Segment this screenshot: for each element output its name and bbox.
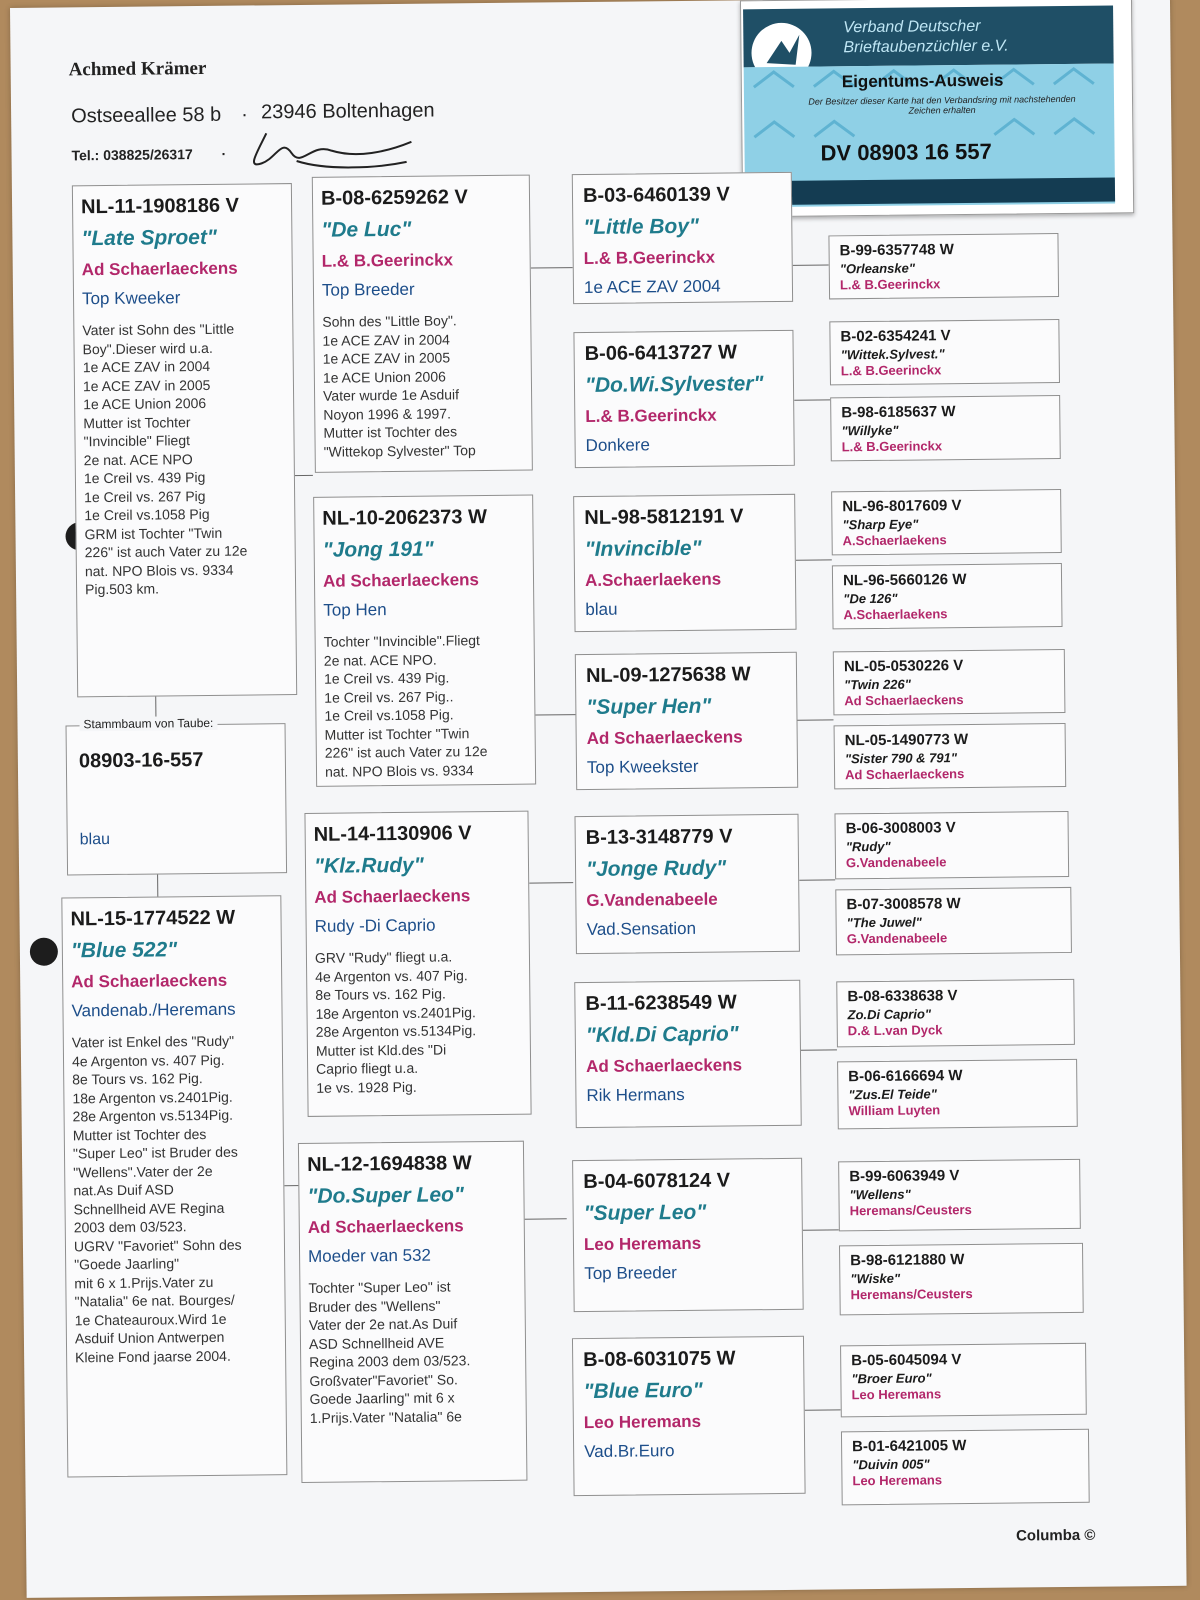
- gen3-tag: Top Kweekster: [586, 756, 699, 777]
- gen4-box-4: [831, 489, 1062, 555]
- gen2-box-2: [313, 495, 536, 787]
- gen4-name: "Twin 226": [844, 676, 911, 693]
- sire-ring: NL-11-1908186 V: [80, 194, 240, 219]
- gen4-ring: B-05-6045094 V: [851, 1351, 962, 1370]
- gen3-ring: B-03-6460139 V: [582, 183, 730, 208]
- gen2-ring: NL-12-1694838 W: [307, 1152, 472, 1176]
- gen3-ring: B-04-6078124 V: [583, 1169, 731, 1194]
- gen3-box-1: [572, 172, 793, 304]
- connector-line: [293, 475, 313, 476]
- gen4-box-11: [837, 1059, 1078, 1130]
- card-title: Eigentums-Ausweis: [841, 70, 1004, 92]
- gen2-tag: Top Hen: [323, 600, 387, 620]
- gen3-breeder: Ad Schaerlaeckens: [586, 727, 743, 749]
- sire-box: [72, 183, 297, 697]
- connector-line: [529, 882, 573, 883]
- gen4-box-8: [834, 811, 1069, 879]
- sire-notes: Vater ist Sohn des "Little Boy".Dieser wird u.a. 1e ACE ZAV in 2004 1e ACE ZAV in 2005 1e ACE Union 2006 Mutter ist Tochter "Invincible" Fliegt 2e nat. ACE NPO 1e Creil vs. 439 Pig 1e Creil vs. 267 Pig 1e Creil vs.1058 Pig GRM ist Tochter "Twin 226" ist auch Vater zu 12e nat. NPO Blois vs. 9334 Pig.503 km.: [82, 320, 248, 598]
- gen2-tag: Rudy -Di Caprio: [314, 915, 436, 936]
- gen3-name: "Blue Euro": [583, 1378, 703, 1404]
- gen3-breeder: L.& B.Geerinckx: [585, 405, 717, 426]
- gen3-tag: Top Breeder: [584, 1263, 678, 1284]
- gen2-ring: NL-10-2062373 W: [322, 506, 488, 530]
- card-fine-print: Der Besitzer dieser Karte hat den Verbandsring mit nachstehenden Zeichen erhalten: [808, 93, 1076, 116]
- gen4-ring: NL-96-5660126 W: [842, 571, 967, 590]
- connector-line: [797, 719, 833, 720]
- gen4-name: "Rudy": [845, 838, 891, 855]
- gen2-notes: Tochter "Super Leo" ist Bruder des "Wellens" Vater der 2e nat.As Duif ASD Schnellheid AVE Regina 2003 dem 03/523. Großvater"Favoriet" So. Goede Jaarling" mit 6 x 1.Prijs.Vater "Natalia" 6e: [308, 1278, 471, 1426]
- gen4-ring: B-02-6354241 V: [840, 327, 951, 346]
- gen3-breeder: Leo Heremans: [583, 1411, 702, 1433]
- gen4-name: Zo.Di Caprio": [847, 1006, 932, 1023]
- gen2-notes: Sohn des "Little Boy". 1e ACE ZAV in 2004 1e ACE ZAV in 2005 1e ACE Union 2006 Vater wurde 1e Asduif Noyon 1996 & 1997. Mutter ist Tochter des "Wittekop Sylvester" Top: [322, 312, 476, 460]
- gen3-box-6: [574, 980, 802, 1128]
- gen4-ring: NL-96-8017609 V: [842, 497, 962, 516]
- gen4-box-2: [829, 319, 1060, 385]
- gen4-ring: NL-05-0530226 V: [843, 657, 964, 676]
- gen2-name: "De Luc": [321, 217, 412, 242]
- gen4-name: "Broer Euro": [851, 1370, 932, 1387]
- gen2-box-3: [304, 811, 531, 1117]
- gen3-name: "Jonge Rudy": [585, 856, 727, 882]
- connector-line: [531, 267, 573, 268]
- gen4-breeder: L.& B.Geerinckx: [841, 438, 943, 455]
- gen3-breeder: Ad Schaerlaeckens: [586, 1055, 743, 1077]
- gen4-ring: B-06-6166694 W: [848, 1067, 963, 1086]
- gen2-name: "Do.Super Leo": [307, 1183, 465, 1208]
- phone-separator: ·: [221, 145, 227, 162]
- dam-tag: Vandenab./Heremans: [71, 999, 236, 1021]
- gen4-box-15: [841, 1429, 1090, 1506]
- gen3-tag: blau: [585, 599, 618, 620]
- gen3-tag: Donkere: [585, 435, 650, 455]
- gen2-breeder: Ad Schaerlaeckens: [314, 886, 471, 907]
- gen4-breeder: Heremans/Ceusters: [850, 1285, 973, 1303]
- gen3-ring: NL-98-5812191 V: [584, 505, 744, 530]
- gen4-box-5: [832, 563, 1063, 629]
- gen4-name: "Wittek.Sylvest.": [840, 346, 945, 363]
- gen3-breeder: A.Schaerlaekens: [584, 569, 722, 591]
- gen4-breeder: L.& B.Geerinckx: [840, 362, 942, 379]
- gen3-box-4: [575, 652, 798, 790]
- gen4-ring: B-06-3008003 V: [845, 819, 956, 838]
- owner-name: Achmed Krämer: [68, 57, 207, 81]
- gen3-tag: Vad.Sensation: [586, 918, 697, 940]
- gen3-box-2: [573, 330, 794, 468]
- gen2-tag: Moeder van 532: [307, 1245, 432, 1266]
- connector-line: [157, 874, 158, 896]
- gen2-breeder: L.& B.Geerinckx: [321, 250, 454, 271]
- gen3-ring: B-06-6413727 W: [584, 341, 738, 366]
- gen2-breeder: Ad Schaerlaeckens: [322, 570, 480, 591]
- gen4-ring: B-99-6357748 W: [839, 241, 954, 260]
- owner-street: Ostseeallee 58 b: [71, 103, 222, 128]
- gen4-breeder: G.Vandenabeele: [846, 930, 948, 947]
- pedigree-label: Stammbaum von Taube:: [79, 716, 217, 731]
- sire-breeder: Ad Schaerlaeckens: [81, 258, 238, 280]
- gen3-ring: B-13-3148779 V: [585, 825, 733, 850]
- gen3-name: "Little Boy": [583, 214, 700, 240]
- gen4-breeder: A.Schaerlaekens: [842, 532, 947, 549]
- gen2-breeder: Ad Schaerlaeckens: [307, 1216, 464, 1237]
- gen4-name: "Orleanske": [839, 260, 916, 277]
- gen3-ring: B-11-6238549 W: [585, 991, 737, 1016]
- gen4-ring: B-07-3008578 W: [846, 895, 961, 914]
- subject-box: [66, 723, 288, 875]
- connector-line: [535, 714, 577, 715]
- gen2-ring: NL-14-1130906 V: [313, 822, 472, 846]
- gen2-box-1: [312, 175, 533, 473]
- gen3-ring: NL-09-1275638 W: [585, 663, 751, 688]
- hole-punch: [30, 938, 58, 966]
- gen4-box-7: [834, 723, 1067, 789]
- gen2-tag: Top Breeder: [321, 279, 415, 300]
- gen4-ring: B-99-6063949 V: [849, 1167, 960, 1186]
- gen4-box-12: [838, 1159, 1081, 1232]
- gen4-ring: B-98-6121880 W: [850, 1251, 965, 1270]
- card-ring-number: DV 08903 16 557: [820, 138, 992, 166]
- gen3-breeder: Leo Heremans: [583, 1233, 702, 1255]
- gen4-name: "Willyke": [841, 422, 899, 439]
- dam-notes: Vater ist Enkel des "Rudy" 4e Argenton vs. 407 Pig. 8e Tours vs. 162 Pig. 18e Argenton vs.2401Pig. 28e Argenton vs.5134Pig. Mutter ist Tochter des "Super Leo" ist Bruder des "Wellens".Vater der 2e nat.As Duif ASD Schnellheid AVE Regina 2003 dem 03/523. UGRV "Favoriet" Sohn des "Goede Jaarling" mit 6 x 1.Prijs.Vater zu "Natalia" 6e nat. Bourges/ 1e Chateauroux.Wird 1e Asduif Union Antwerpen Kleine Fond jaarse 2004.: [71, 1032, 242, 1365]
- gen3-breeder: G.Vandenabeele: [586, 889, 718, 911]
- connector-line: [523, 1218, 567, 1219]
- connector-line: [794, 399, 830, 400]
- gen4-breeder: Ad Schaerlaeckens: [844, 766, 965, 783]
- association-name: Verband Deutscher Brieftaubenzüchler e.V.: [843, 17, 1009, 57]
- gen3-tag: Vad.Br.Euro: [584, 1441, 675, 1462]
- gen4-breeder: L.& B.Geerinckx: [839, 276, 941, 293]
- gen3-tag: 1e ACE ZAV 2004: [583, 276, 721, 298]
- connector-line: [803, 1229, 839, 1230]
- gen4-name: "Duivin 005": [852, 1456, 930, 1473]
- gen4-name: "De 126": [843, 590, 898, 607]
- owner-city: 23946 Boltenhagen: [260, 99, 435, 124]
- gen3-name: "Do.Wi.Sylvester": [584, 372, 764, 397]
- ownership-card: [740, 0, 1134, 217]
- connector-line: [793, 264, 829, 265]
- connector-line: [801, 1049, 837, 1050]
- gen4-breeder: D.& L.van Dyck: [847, 1022, 943, 1039]
- gen3-name: "Super Hen": [586, 694, 712, 720]
- signature: [236, 122, 417, 174]
- gen3-box-8: [572, 1336, 806, 1496]
- dam-box: [61, 895, 287, 1477]
- gen4-name: "Zus.El Teide": [848, 1086, 937, 1103]
- gen4-name: "Sharp Eye": [842, 516, 919, 533]
- gen3-box-7: [572, 1158, 804, 1312]
- card-strip: [745, 177, 1115, 205]
- sire-tag: Top Kweeker: [81, 288, 181, 309]
- gen3-name: "Invincible": [584, 536, 702, 562]
- pedigree-sheet: [10, 0, 1187, 1598]
- connector-line: [796, 559, 832, 560]
- gen2-box-4: [298, 1141, 528, 1483]
- gen3-name: "Kld.Di Caprio": [585, 1022, 739, 1048]
- dam-ring: NL-15-1774522 W: [70, 906, 236, 931]
- dam-breeder: Ad Schaerlaeckens: [71, 970, 228, 992]
- gen2-name: "Klz.Rudy": [313, 853, 424, 878]
- gen4-breeder: Leo Heremans: [852, 1472, 943, 1489]
- gen4-name: "The Juwel": [846, 914, 922, 931]
- gen4-box-14: [840, 1343, 1087, 1418]
- gen4-box-13: [839, 1243, 1084, 1316]
- gen3-box-5: [574, 814, 799, 954]
- subject-ring: 08903-16-557: [78, 749, 204, 773]
- gen2-notes: Tochter "Invincible".Fliegt 2e nat. ACE NPO. 1e Creil vs. 439 Pig. 1e Creil vs. 267 Pig.. 1e Creil vs.1058 Pig. Mutter ist Tochter "Twin 226" ist auch Vater zu 12e nat. NPO Blois vs. 9334: [323, 632, 488, 780]
- connector-line: [799, 879, 835, 880]
- gen4-ring: B-98-6185637 W: [841, 403, 956, 422]
- gen4-box-1: [828, 233, 1059, 299]
- gen3-name: "Super Leo": [583, 1200, 707, 1226]
- owner-phone: Tel.: 038825/26317: [71, 146, 193, 164]
- gen4-ring: B-08-6338638 V: [847, 987, 958, 1006]
- gen2-notes: GRV "Rudy" fliegt u.a. 4e Argenton vs. 407 Pig. 8e Tours vs. 162 Pig. 18e Argenton vs.2401Pig. 28e Argenton vs.5134Pig. Mutter ist Kld.des "Di Caprio fliegt u.a. 1e vs. 1928 Pig.: [314, 948, 477, 1096]
- gen4-breeder: William Luyten: [848, 1102, 941, 1119]
- gen4-breeder: A.Schaerlaekens: [843, 606, 948, 623]
- gen4-name: "Sister 790 & 791": [844, 750, 958, 767]
- gen3-breeder: L.& B.Geerinckx: [583, 247, 716, 269]
- gen4-box-9: [835, 887, 1072, 955]
- gen4-breeder: Ad Schaerlaeckens: [844, 692, 964, 709]
- dam-name: "Blue 522": [70, 938, 178, 963]
- gen4-name: "Wiske": [850, 1270, 901, 1287]
- gen3-tag: Rik Hermans: [586, 1084, 685, 1106]
- footer-brand: Columba ©: [1015, 1526, 1096, 1545]
- gen2-ring: B-08-6259262 V: [320, 186, 468, 210]
- address-separator: ·: [241, 103, 248, 126]
- gen4-breeder: Heremans/Ceusters: [849, 1201, 972, 1219]
- gen4-box-3: [830, 395, 1061, 461]
- connector-line: [805, 1409, 841, 1410]
- gen4-breeder: G.Vandenabeele: [845, 854, 947, 871]
- subject-color: blau: [79, 830, 111, 849]
- gen2-name: "Jong 191": [322, 537, 434, 562]
- gen4-box-6: [833, 649, 1066, 715]
- sire-name: "Late Sproet": [81, 225, 217, 251]
- card-header: [743, 5, 1114, 67]
- gen4-name: "Wellens": [849, 1186, 911, 1203]
- gen4-box-10: [836, 979, 1075, 1047]
- gen4-breeder: Leo Heremans: [851, 1386, 942, 1403]
- gen4-ring: NL-05-1490773 W: [844, 731, 969, 750]
- gen3-box-3: [573, 494, 796, 632]
- gen4-ring: B-01-6421005 W: [852, 1437, 967, 1456]
- gen3-ring: B-08-6031075 W: [583, 1347, 736, 1372]
